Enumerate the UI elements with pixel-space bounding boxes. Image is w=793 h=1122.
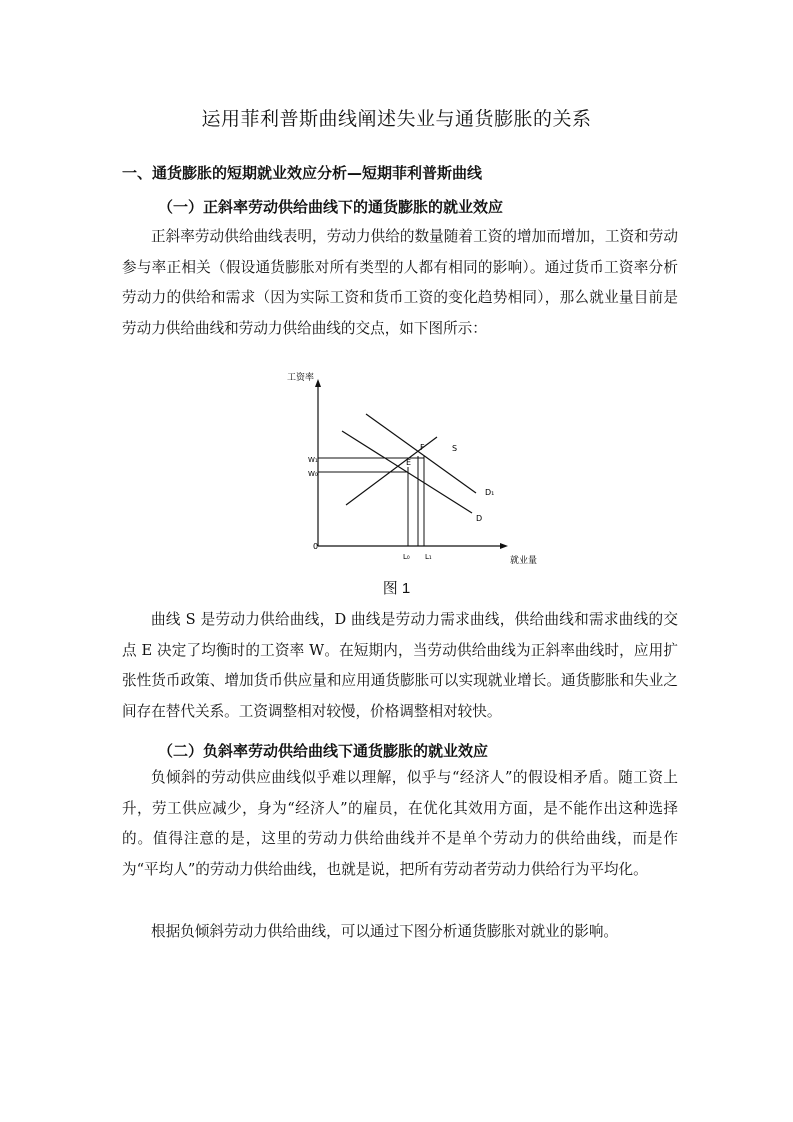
labor-market-figure [280, 365, 540, 575]
paragraph-2: 曲线 S 是劳动力供给曲线，D 曲线是劳动力需求曲线，供给曲线和需求曲线的交点 E 决定了均衡时的工资率 W。在短期内，当劳动供给曲线为正斜率曲线时，应用扩张性货币政策、增加货币供应量和应用通货膨胀可以实现就业增长。通货膨胀和失业之间存在替代关系。工资调整相对较慢，价格调整相对较快。 [122, 611, 678, 720]
y-axis-label: 工资率 [287, 373, 315, 383]
paragraph-4: 根据负倾斜劳动力供给曲线，可以通过下图分析通货膨胀对就业的影响。 [151, 923, 619, 940]
x-axis-label: 就业量 [510, 556, 538, 566]
d1-label: D₁ [485, 488, 495, 497]
document-title: 运用菲利普斯曲线阐述失业与通货膨胀的关系 [201, 108, 592, 130]
subsection-heading-2: （二）负斜率劳动供给曲线下通货膨胀的就业效应 [158, 742, 489, 760]
section-heading-1: 一、通货膨胀的短期就业效应分析—短期菲利普斯曲线 [122, 164, 483, 182]
s-label: S [452, 444, 458, 453]
paragraph-1: 正斜率劳动供给曲线表明，劳动力供给的数量随着工资的增加而增加，工资和劳动参与率正相关（假设通货膨胀对所有类型的人都有相同的影响）。通过货币工资率分析劳动力的供给和需求（因为实际工资和货币工资的变化趋势相同），那么就业量目前是劳动力供给曲线和劳动力供给曲线的交点，如下图所示： [122, 228, 678, 337]
y-axis-arrow [315, 379, 321, 387]
d-label: D [476, 514, 483, 523]
figure-caption: 图 1 [382, 580, 411, 597]
l0-label: L₀ [403, 553, 410, 561]
w0-label: W₀ [308, 470, 318, 478]
subsection-heading-1: （一）正斜率劳动供给曲线下的通货膨胀的就业效应 [158, 198, 504, 216]
w1-label: W₁ [308, 456, 318, 464]
l1-label: L₁ [425, 553, 432, 561]
f-label: F [420, 443, 425, 452]
x-axis-arrow [500, 543, 508, 549]
paragraph-3: 负倾斜的劳动供应曲线似乎难以理解，似乎与“经济人”的假设相矛盾。随工资上升，劳工供应减少，身为“经济人”的雇员，在优化其效用方面，是不能作出这种选择的。值得注意的是，这里的劳动力供给曲线并不是单个劳动力的供给曲线，而是作为“平均人”的劳动力供给曲线，也就是说，把所有劳动者劳动力供给行为平均化。 [122, 769, 678, 878]
e-label: E [406, 458, 412, 467]
origin-label: 0 [313, 542, 319, 551]
